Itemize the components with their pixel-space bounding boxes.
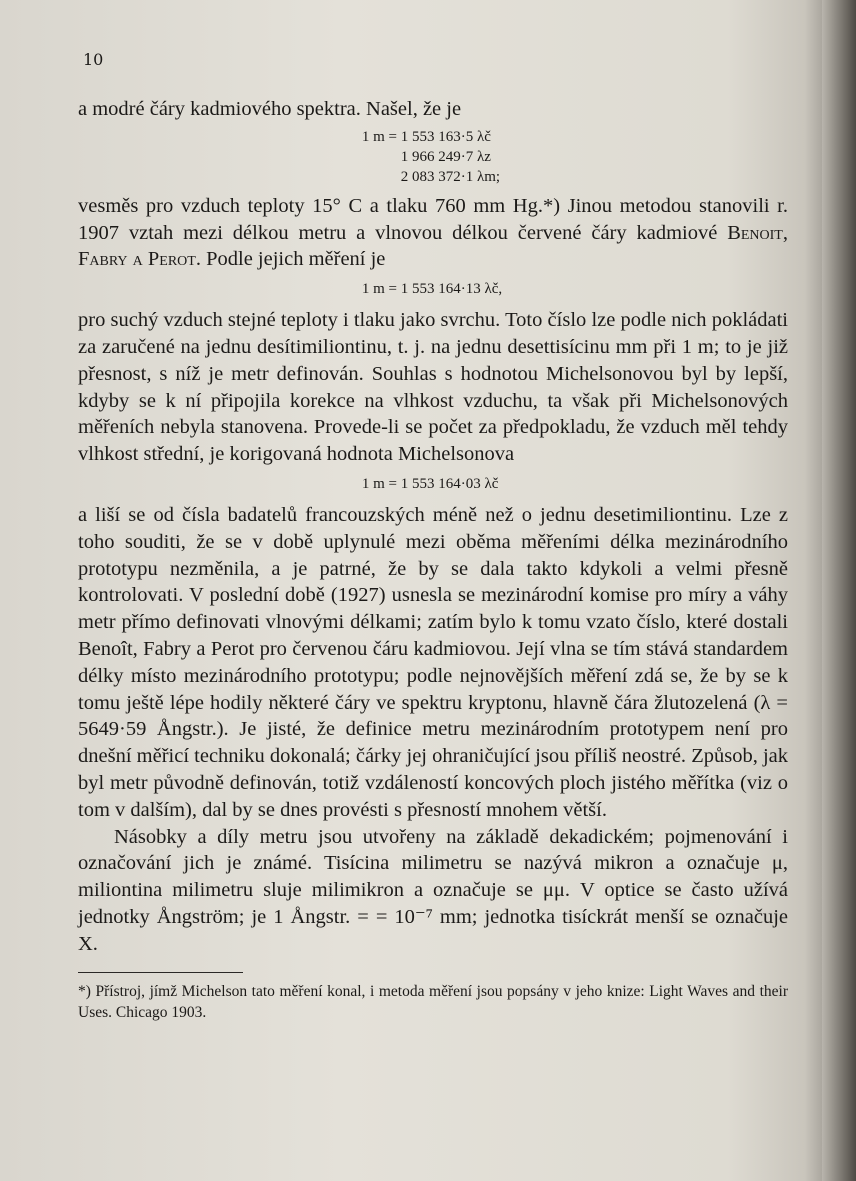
equation-row <box>342 167 788 187</box>
equation-corrected <box>78 474 788 494</box>
author-names: Benoit, Fabry a Perot. <box>78 221 788 271</box>
equation-michelson <box>78 127 788 187</box>
equation-value: 1 966 249·7 λz <box>400 148 491 165</box>
equation-value: 1 553 164·13 λč, <box>400 281 503 298</box>
equation-lhs: 1 m = <box>361 475 397 492</box>
paragraph-3: pro suchý vzduch stejné teploty i tlaku jako svrchu. Toto číslo lze podle nich pokládati za zaručené na jednu desítimiliontinu, t. j. na jednu desettisícinu mm při 1 m; to je již přesnost, s níž je metr definován. Souhlas s hodnotou Michelsonovou byl by lepší, kdyby se k ní připojila korekce na vlhkost vzduchu, ta však při Michelsonových měřeních nebyla stanovena. Provede-li se počet za předpokladu, že vzduch měl tehdy vlhkost střední, je korigovaná hodnota Michelsonova <box>78 309 788 466</box>
footnote: *) Přístroj, jímž Michelson tato měření konal, i metoda měření jsou popsány v jeho knize: Light Waves and their Uses. Chicago 1903. <box>78 982 788 1021</box>
page-body <box>78 96 788 1023</box>
paragraph-1: a modré čáry kadmiového spektra. Našel, že je <box>78 98 462 120</box>
equation-lhs: 1 m = <box>361 281 397 298</box>
equation-value: 1 553 163·5 λč <box>400 128 491 145</box>
paragraph-5: Násobky a díly metru jsou utvořeny na základě dekadickém; pojmenování i označování jich je známé. Tisícina milimetru se nazývá mikron a označuje μ, miliontina milimetru sluje milimikron a označuje se μμ. V optice se často užívá jednotky Ångström; je 1 Ångstr. = = 10⁻⁷ mm; jednotka tisíckrát menší se označuje X. <box>78 825 788 955</box>
equation-lhs: 1 m = <box>361 128 397 145</box>
page-number: 10 <box>83 50 104 69</box>
footnote-divider <box>78 972 243 973</box>
adjacent-page-edge <box>822 0 856 1181</box>
paragraph-2: vesměs pro vzduch teploty 15° C a tlaku 760 mm Hg.*) Jinou metodou stanovili r. 1907 vztah mezi délkou metru a vlnovou délkou červené čáry kadmiové Benoit, Fabry a Perot. Podle jejich měření je <box>78 194 788 271</box>
equation-row <box>342 147 788 167</box>
equation-value: 1 553 164·03 λč <box>400 475 499 492</box>
equation-value: 2 083 372·1 λm; <box>400 168 501 185</box>
equation-benoit <box>78 279 788 299</box>
paragraph-4: a liší se od čísla badatelů francouzských méně než o jednu desetimiliontinu. Lze z toho souditi, že se v době uplynulé mezi oběma měřeními délka mezinárodního prototypu nezměnila, a je patrné, že by se dala takto kdykoli a velmi přesně kontrolovati. V poslední době (1927) usnesla se mezinárodní komise pro míry a váhy metr přímo definovati vlnovými délkami; zatím bylo k tomu vzato číslo, které dostali Benoît, Fabry a Perot pro červenou čáru kadmiovou. Její vlna se tím stává standardem délky místo mezinárodního prototypu; podle nejnovějších měření zdá se, že by se k tomu ještě lépe hodily některé čáry ve spektru kryptonu, hlavně čára žlutozelená (λ = 5649·59 Ångstr.). Je jisté, že definice metru mezinárodním prototypem není pro dnešní měřicí techniku dokonalá; čárky jej ohraničující jsou příliš neostré. Způsob, jak byl metr původně definován, totiž vzdáleností koncových ploch jistého měřítka (viz o tom v dalším), dal by se dnes provésti s přesností mnohem větší. <box>78 503 788 821</box>
equation-row <box>342 127 788 147</box>
